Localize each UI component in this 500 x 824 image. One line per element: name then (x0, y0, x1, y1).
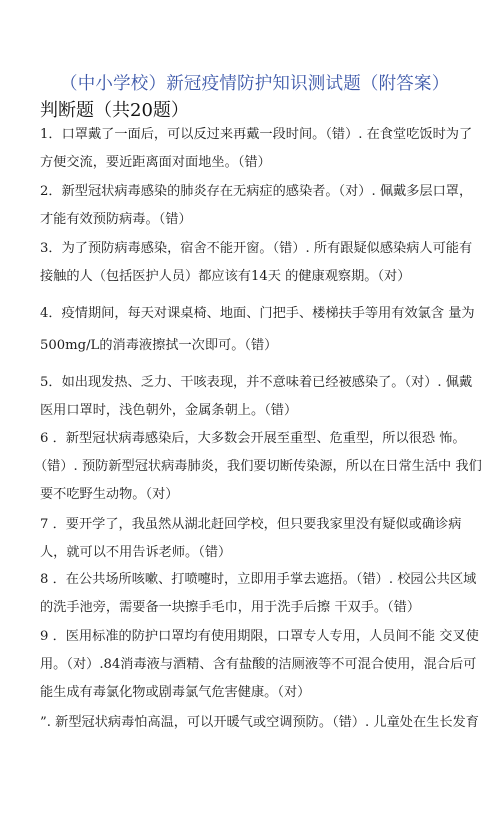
question-line: 8 ．在公共场所咳嗽、打喷嚏时，立即用手掌去遮捂。（错）. 校园公共区域 (40, 572, 477, 587)
question-line: 2．新型冠状病毒感染的肺炎存在无病症的感染者。（对）. 佩戴多层口罩， (40, 184, 473, 199)
question-line: 接触的人（包括医护人员）都应该有14天 的健康观察期。（对） (40, 269, 411, 284)
question-line: 3．为了预防病毒感染，宿舍不能开窗。（错）. 所有跟疑似感染病人可能有 (40, 241, 473, 256)
question-line: 6 ．新型冠状病毒感染后，大多数会开展至重型、危重型，所以很恐 怖。 (40, 431, 466, 446)
question-line: 9 ．医用标准的防护口罩均有使用期限，口罩专人专用，人员间不能 交叉使 (40, 629, 479, 644)
question-line: 人，就可以不用告诉老师。（错） (40, 545, 232, 560)
question-line: 能生成有毒氯化物或剧毒氯气危害健康。（对） (40, 685, 311, 700)
question-2 (40, 178, 473, 234)
question-line: 医用口罩时，浅色朝外，金属条朝上。（错） (40, 403, 298, 418)
question-7 (40, 511, 470, 567)
question-line: 的洗手池旁，需要备一块擦手毛巾，用于洗手后擦 干双手。（错） (40, 600, 421, 615)
section-heading: 判断题（共20题） (40, 100, 189, 121)
question-line: 用。（对）.84消毒液与酒精、含有盐酸的洁厕液等不可混合使用，混合后可 (40, 657, 477, 672)
question-line: 7 ．要开学了，我虽然从湖北赶回学校，但只要我家里没有疑似或确诊病 (40, 517, 462, 532)
question-line: 方便交流，要近距离面对面地坐。（错） (40, 155, 271, 170)
question-9 (40, 623, 479, 707)
question-4 (40, 300, 475, 360)
question-10 (40, 709, 479, 737)
question-line: 才能有效预防病毒。（错） (40, 212, 192, 227)
question-line: 500mg/L的消毒液擦拭一次即可。（错） (40, 338, 278, 353)
question-5 (40, 369, 473, 425)
question-line: 要不吃野生动物。（对） (40, 487, 179, 502)
question-6 (34, 425, 482, 509)
question-line: （错）. 预防新型冠状病毒肺炎，我们要切断传染源，所以在日常生活中 我们 (34, 459, 482, 474)
question-line: 4．疫情期间，每天对课桌椅、地面、门把手、楼梯扶手等用有效氯含 量为 (40, 306, 475, 321)
question-8 (40, 566, 477, 622)
question-line: 1．口罩戴了一面后，可以反过来再戴一段时间。（错）. 在食堂吃饭时为了 (40, 127, 473, 142)
question-1 (40, 121, 473, 177)
document-title: （中小学校）新冠疫情防护知识测试题（附答案） (60, 74, 450, 94)
question-line: 5．如出现发热、乏力、干咳表现，并不意味着已经被感染了。（对）. 佩戴 (40, 375, 473, 390)
question-line: ”. 新型冠状病毒怕高温，可以开暖气或空调预防。（错）. 儿童处在生长发育 (40, 715, 479, 730)
question-3 (40, 235, 473, 291)
